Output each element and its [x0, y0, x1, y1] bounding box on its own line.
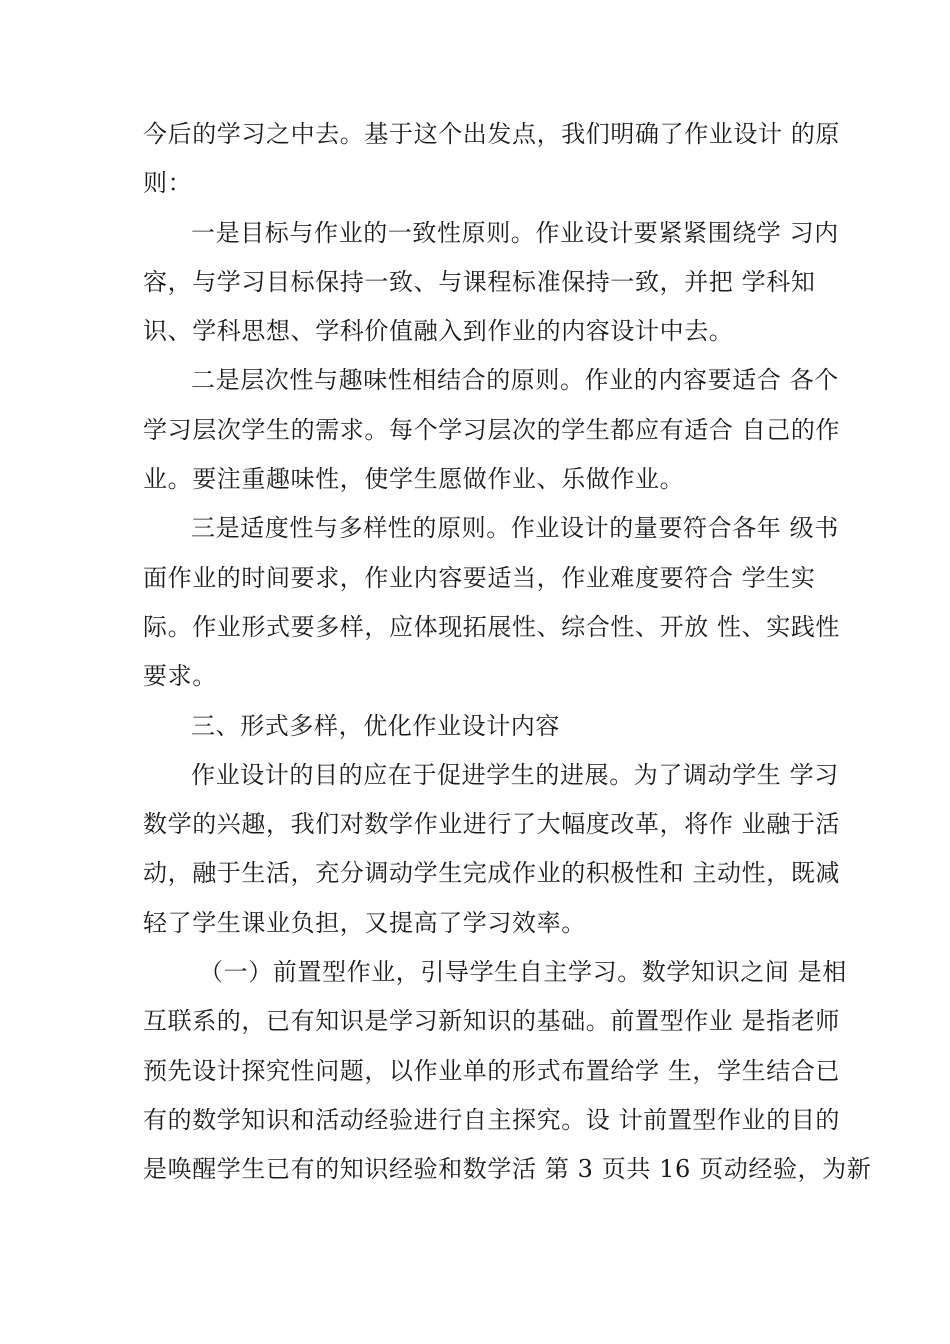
text-line: 今后的学习之中去。基于这个出发点，我们明确了作业设计 的原 [143, 120, 841, 148]
text-line: 际。作业形式要多样，应体现拓展性、综合性、开放 性、实践性 [143, 612, 841, 641]
principle-2-heading-line: 二是层次性与趣味性相结合的原则。作业的内容要适合 各个 [191, 366, 839, 395]
text-line: 有的数学知识和活动经验进行自主探究。设 计前置型作业的目的 [143, 1105, 841, 1134]
principle-1-heading-line: 一是目标与作业的一致性原则。作业设计要紧紧围绕学 习内 [191, 218, 839, 247]
text-line: 预先设计探究性问题，以作业单的形式布置给学 生，学生结合已 [143, 1056, 841, 1085]
text-line-with-page-number: 是唤醒学生已有的知识经验和数学活 第 3 页共 16 页动经验，为新 [143, 1155, 872, 1184]
text-line: 识、学科思想、学科价值融入到作业的内容设计中去。 [143, 317, 734, 346]
text-line: 业。要注重趣味性，使学生愿做作业、乐做作业。 [143, 465, 685, 494]
text-line: 则： [143, 169, 193, 198]
subsection-heading-line: （一）前置型作业，引导学生自主学习。数学知识之间 是相 [199, 958, 847, 987]
text-line: 要求。 [143, 662, 217, 691]
body-text [143, 110, 872, 1195]
section-heading: 三、形式多样，优化作业设计内容 [191, 711, 560, 740]
text-line: 动，融于生活，充分调动学生完成作业的积极性和 主动性，既减 [143, 859, 841, 888]
principle-3-heading-line: 三是适度性与多样性的原则。作业设计的量要符合各年 级书 [191, 514, 839, 543]
text-line: 轻了学生课业负担，又提高了学习效率。 [143, 908, 586, 937]
text-line: 面作业的时间要求，作业内容要适当，作业难度要符合 学生实 [143, 563, 816, 592]
text-line: 学习层次学生的需求。每个学习层次的学生都应有适合 自己的作 [143, 415, 841, 444]
paragraph-start-line: 作业设计的目的应在于促进学生的进展。为了调动学生 学习 [191, 760, 839, 789]
text-line: 数学的兴趣，我们对数学作业进行了大幅度改革，将作 业融于活 [143, 810, 841, 839]
text-line: 容，与学习目标保持一致、与课程标准保持一致，并把 学科知 [143, 267, 816, 296]
text-line: 互联系的，已有知识是学习新知识的基础。前置型作业 是指老师 [143, 1007, 841, 1036]
